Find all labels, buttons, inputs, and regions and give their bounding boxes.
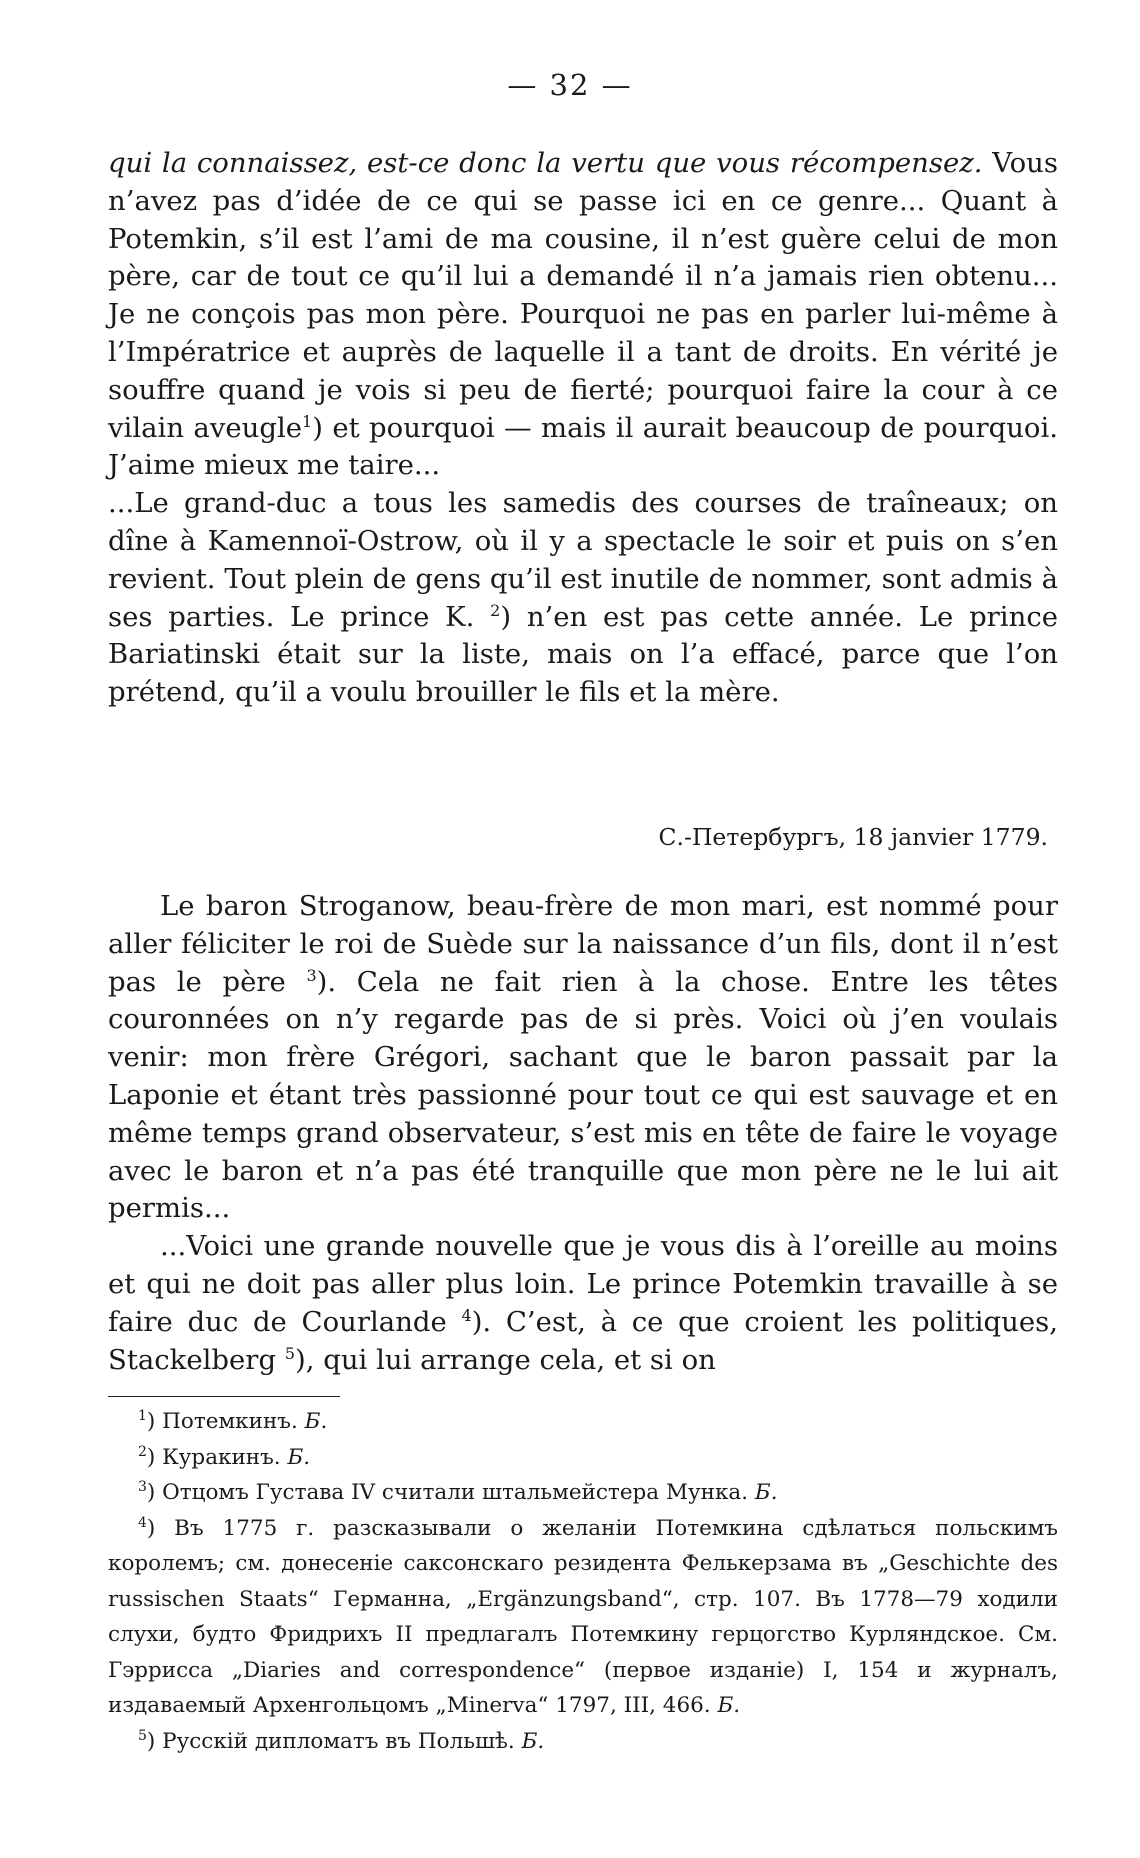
footnote: $^3$) Отцомъ Густава IV считали штальмейстера Мунка. Б. (138, 1479, 778, 1505)
footnote-ref-2: 2 (490, 600, 501, 620)
dateline: С.-Петербургъ, 18 janvier 1779. (658, 823, 1048, 851)
footnote-ref-1: 1 (302, 411, 313, 431)
paragraph: ...Le grand-duc a tous les samedis des courses de traîneaux; on dîne à Kamennoï-Ostrow, où il y a spectacle le soir et puis on s’en revient. Tout plein de gens qu’il est inutile de nommer, sont admis à ses parties. Le prince K. $^2$) n’en est pas cette année. Le prince Bariatinski était sur la liste, mais on l’a effacé, parce que l’on prétend, qu’il a voulu brouiller le fils et la mère. (108, 487, 1058, 709)
page-number: — 32 — (507, 68, 633, 102)
footnote: $^5$) Русскій дипломатъ въ Польшѣ. Б. (138, 1727, 545, 1754)
letter-text-block-1 (108, 145, 1058, 712)
paragraph: Le baron Stroganow, beau-frère de mon mari, est nommé pour aller féliciter le roi de Suède sur la naissance d’un fils, dont il n’est pas le père $^3$). Cela ne fait rien à la chose. Entre les têtes couronnées on n’y regarde pas de si près. Voici où j’en voulais venir: mon frère Grégori, sachant que le baron passait par la Laponie et étant très passionné pour tout ce qui est sauvage et en même temps grand observateur, s’est mis en tête de faire le voyage avec le baron et n’a pas été tranquille que mon père ne le lui ait permis... (108, 890, 1058, 1225)
footnotes (108, 1404, 1058, 1759)
footnote-divider (108, 1396, 340, 1397)
paragraph: ...Voici une grande nouvelle que je vous dis à l’oreille au moins et qui ne doit pas aller plus loin. Le prince Potemkin travaille à se faire duc de Courlande $^4$). C’est, à ce que croient les politiques, Stackelberg $^5$), qui lui arrange cela, et si on (108, 1230, 1058, 1376)
footnote: $^1$) Потемкинъ. Б. (138, 1408, 328, 1434)
footnote-ref-4: 4 (461, 1305, 472, 1325)
paragraph: qui la connaissez, est-ce donc la vertu que vous récompensez. Vous n’avez pas d’idée de ce qui se passe ici en ce genre... Quant à Potemkin, s’il est l’ami de ma cousine, il n’est guère celui de mon père, car de tout ce qu’il lui a demandé il n’a jamais rien obtenu... Je ne conçois pas mon père. Pourquoi ne pas en parler lui-même à l’Impératrice et auprès de laquelle il a tant de droits. En vérité je souffre quand je vois si peu de fierté; pourquoi faire la cour à ce vilain aveugle$^1$) et pourquoi — mais il aurait beaucoup de pourquoi. J’aime mieux me taire... (108, 147, 1059, 482)
footnote: $^2$) Куракинъ. Б. (138, 1443, 311, 1470)
letter-text-block-2 (108, 888, 1058, 1379)
italic-quote: qui la connaissez, est-ce donc la vertu que vous récompensez. (108, 147, 983, 179)
footnote-ref-5: 5 (284, 1343, 295, 1363)
footnote: $^4$) Въ 1775 г. разсказывали о желаніи Потемкина сдѣлаться польскимъ королемъ; см. донесеніе саксонскаго резидента Фелькерзама въ „Geschichte des russischen Staats“ Германна, „Ergänzungsband“, стр. 107. Въ 1778—79 ходили слухи, будто Фридрихъ II предлагалъ Потемкину герцогство Курляндское. См. Гэррисса „Diaries and correspondence“ (первое изданіе) I, 154 и журналъ, издаваемый Архенгольцомъ „Minerva“ 1797, III, 466. Б. (108, 1514, 1058, 1718)
footnote-ref-3: 3 (306, 965, 317, 985)
